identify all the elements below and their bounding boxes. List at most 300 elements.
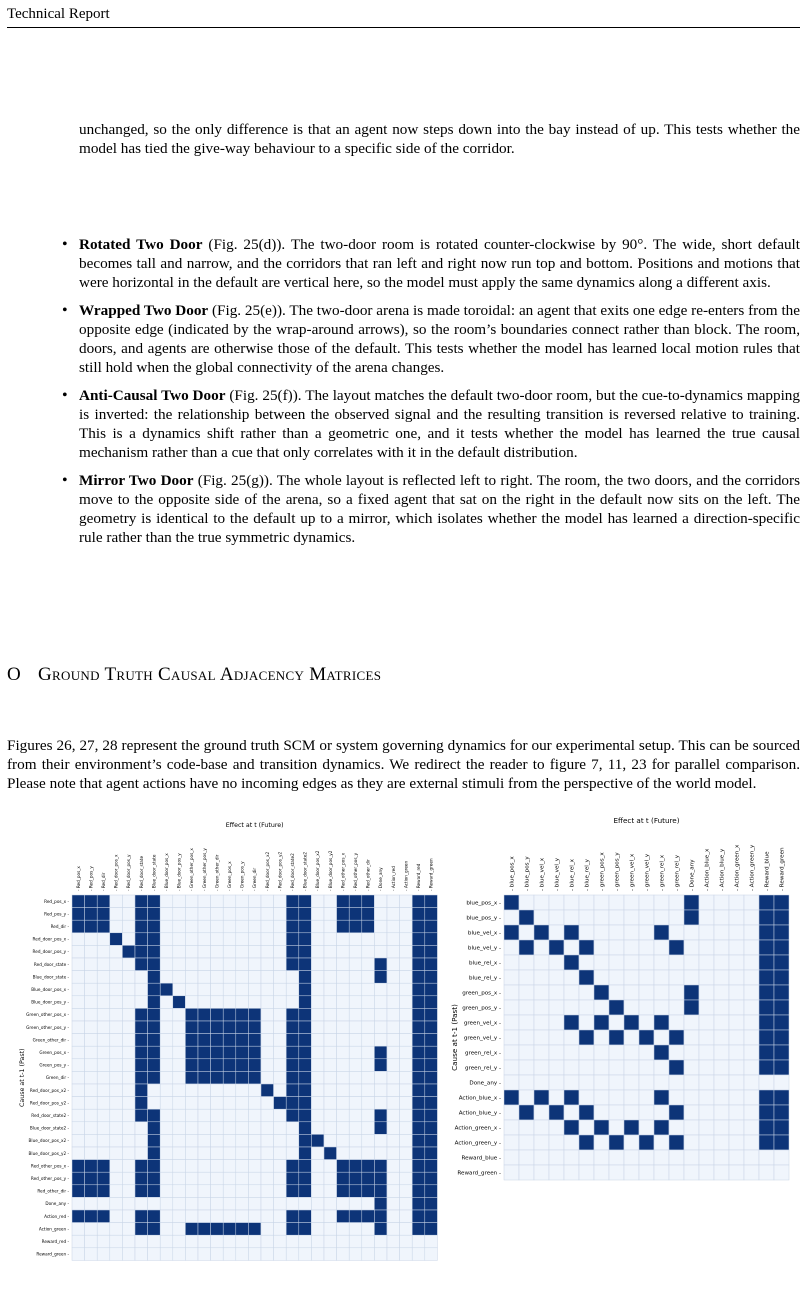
heatmap-cell [110,1034,123,1047]
heatmap-cell [223,1210,236,1223]
row-label: Blue_door_state2 - [29,1125,69,1131]
heatmap-cell [274,1059,287,1072]
heatmap-cell [97,1008,110,1021]
heatmap-cell [85,1160,98,1173]
heatmap-cell [504,1045,519,1060]
heatmap-cell [387,945,400,958]
heatmap-cell [173,1185,186,1198]
heatmap-cell [400,996,413,1009]
column-label: - Red_door_state2 [289,853,295,891]
heatmap-cell [714,1090,729,1105]
heatmap-cell [519,1045,534,1060]
heatmap-cell [774,1060,789,1075]
heatmap-cell [311,1147,324,1160]
heatmap-cell [160,971,173,984]
heatmap-cell [374,1046,387,1059]
heatmap-cell [684,955,699,970]
heatmap-cell [85,908,98,921]
heatmap-cell [519,1120,534,1135]
heatmap-cell [579,940,594,955]
heatmap-cell [148,1059,161,1072]
heatmap-cell [654,1060,669,1075]
heatmap-cell [223,1235,236,1248]
heatmap-cell [97,958,110,971]
heatmap-cell [534,985,549,1000]
heatmap-cell [248,1210,261,1223]
heatmap-cell [148,1021,161,1034]
heatmap-cell [387,1084,400,1097]
heatmap-cell [425,933,438,946]
heatmap-cell [211,1223,224,1236]
heatmap-cell [639,970,654,985]
heatmap-cell [374,1172,387,1185]
heatmap-cell [594,1135,609,1150]
heatmap-cell [261,1109,274,1122]
heatmap-cell [72,1071,85,1084]
heatmap-cell [349,1210,362,1223]
heatmap-cell [362,1109,375,1122]
heatmap-cell [654,895,669,910]
heatmap-cell [97,1084,110,1097]
row-label: green_vel_x - [463,1020,501,1027]
heatmap-cell [198,958,211,971]
heatmap-cell [211,1059,224,1072]
heatmap-cell [311,920,324,933]
heatmap-cells [504,895,789,1180]
heatmap-cell [286,1134,299,1147]
heatmap-cell [609,1000,624,1015]
heatmap-cell [412,1172,425,1185]
heatmap-cell [654,1135,669,1150]
heatmap-cell [122,933,135,946]
heatmap-cell [261,945,274,958]
heatmap-cell [639,910,654,925]
heatmap-cell [248,1109,261,1122]
heatmap-cell [122,1197,135,1210]
heatmap-cell [654,1120,669,1135]
heatmap-cell [387,1008,400,1021]
heatmap-cell [759,1030,774,1045]
heatmap-cell [72,1008,85,1021]
heatmap-cell [110,920,123,933]
heatmap-cell [236,1034,249,1047]
heatmap-cell [261,1185,274,1198]
heatmap-cell [374,920,387,933]
heatmap-cell [223,1071,236,1084]
heatmap-cell [110,1197,123,1210]
heatmap-cell [549,910,564,925]
heatmap-cell [387,1172,400,1185]
heatmap-cell [714,1000,729,1015]
heatmap-cell [774,1150,789,1165]
heatmap-cell [400,895,413,908]
heatmap-cell [729,925,744,940]
adjacency-matrix-figure-right [448,815,788,1175]
heatmap-cell [609,1165,624,1180]
heatmap-cell [122,996,135,1009]
heatmap-cell [349,933,362,946]
row-label: green_pos_y - [462,1005,501,1012]
heatmap-cell [211,1021,224,1034]
heatmap-cell [72,933,85,946]
heatmap-cell [122,1008,135,1021]
heatmap-cell [337,1046,350,1059]
heatmap-cell [160,996,173,1009]
heatmap-cell [349,1197,362,1210]
heatmap-cell [286,996,299,1009]
heatmap-cell [564,1120,579,1135]
heatmap-cell [198,1008,211,1021]
heatmap-cell [579,1045,594,1060]
heatmap-cell [519,1135,534,1150]
heatmap-cell [160,920,173,933]
heatmap-cell [699,1135,714,1150]
heatmap-cell [699,910,714,925]
heatmap-cell [699,955,714,970]
heatmap-cell [400,1197,413,1210]
heatmap-cell [299,1235,312,1248]
heatmap-cell [519,970,534,985]
heatmap-cell [594,1105,609,1120]
heatmap-cell [684,895,699,910]
heatmap-cell [504,1015,519,1030]
heatmap-cell [684,925,699,940]
heatmap-cell [286,1084,299,1097]
heatmap-cell [160,1071,173,1084]
heatmap-cell [400,1109,413,1122]
heatmap-cell [160,1097,173,1110]
heatmap-cell [349,1134,362,1147]
heatmap-cell [324,1071,337,1084]
heatmap-cell [274,1122,287,1135]
heatmap-cell [337,1223,350,1236]
row-label: Red_door_pos_x2 - [29,1087,69,1093]
heatmap-cell [223,945,236,958]
row-label: Blue_door_pos_y2 - [28,1150,69,1156]
heatmap-cell [135,1059,148,1072]
heatmap-cell [211,1210,224,1223]
heatmap-cell [148,1084,161,1097]
heatmap-cell [148,1210,161,1223]
heatmap-cell [135,945,148,958]
row-label: Action_green - [38,1226,69,1232]
heatmap-cell [223,1160,236,1173]
heatmap-cell [236,1071,249,1084]
row-label: Green_dir - [45,1075,69,1081]
heatmap-cell [85,1248,98,1261]
heatmap-cell [400,1097,413,1110]
heatmap-cell [148,1223,161,1236]
heatmap-cell [699,1090,714,1105]
heatmap-cell [425,1034,438,1047]
heatmap-cell [534,1060,549,1075]
row-label: Blue_door_state - [32,974,69,980]
heatmap-cell [387,1197,400,1210]
heatmap-cell [122,1248,135,1261]
heatmap-cell [173,1223,186,1236]
heatmap-cell [374,958,387,971]
heatmap-cell [349,1223,362,1236]
heatmap-cell [337,1147,350,1160]
column-label: - Action_blue_x [704,848,711,891]
heatmap-cell [122,1134,135,1147]
heatmap-cell [185,996,198,1009]
heatmap-cell [400,1147,413,1160]
heatmap-cell [97,1248,110,1261]
heatmap-cell [349,1034,362,1047]
heatmap-cell [286,1034,299,1047]
heatmap-cell [654,955,669,970]
heatmap-cell [261,920,274,933]
heatmap-cell [400,1034,413,1047]
heatmap-cell [299,1008,312,1021]
heatmap-cell [122,1084,135,1097]
heatmap-cell [198,983,211,996]
heatmap-cell [624,1090,639,1105]
heatmap-cell [97,1134,110,1147]
heatmap-cell [684,1090,699,1105]
heatmap-cell [624,1000,639,1015]
heatmap-cell [135,1248,148,1261]
heatmap-cell [337,945,350,958]
running-header: Technical Report [7,6,110,22]
heatmap-cell [412,1046,425,1059]
bullet-title: Rotated Two Door [79,236,203,253]
heatmap-cell [699,925,714,940]
heatmap-cell [299,1122,312,1135]
heatmap-cell [774,895,789,910]
column-label: - Action_green_x [734,844,741,891]
heatmap-cell [148,1197,161,1210]
heatmap-cell [714,1015,729,1030]
heatmap-cell [362,1021,375,1034]
heatmap-cell [261,1046,274,1059]
heatmap-cell [299,1223,312,1236]
heatmap-cell [198,920,211,933]
heatmap-cell [400,1059,413,1072]
heatmap-cell [211,983,224,996]
heatmap-cell [135,1008,148,1021]
heatmap-cell [324,1109,337,1122]
heatmap-cell [173,1046,186,1059]
heatmap-cell [299,1084,312,1097]
heatmap-cell [684,910,699,925]
heatmap-cell [519,1150,534,1165]
heatmap-cell [549,970,564,985]
heatmap-cell [135,1185,148,1198]
heatmap-cell [85,983,98,996]
heatmap-cell [624,910,639,925]
heatmap-cell [744,910,759,925]
heatmap-cell [425,983,438,996]
heatmap-cell [774,1165,789,1180]
heatmap-cell [211,895,224,908]
heatmap-cell [274,1097,287,1110]
heatmap-cell [236,1122,249,1135]
heatmap-cell [519,1015,534,1030]
heatmap-cell [173,1071,186,1084]
heatmap-cell [412,1248,425,1261]
heatmap-cell [412,920,425,933]
heatmap-cell [135,996,148,1009]
heatmap-cell [85,1034,98,1047]
heatmap-cell [223,983,236,996]
heatmap-cell [425,1197,438,1210]
heatmap-cell [669,940,684,955]
heatmap-cell [594,955,609,970]
heatmap-cell [198,1109,211,1122]
heatmap-cell [198,1223,211,1236]
heatmap-cell [97,1210,110,1223]
heatmap-cell [714,1030,729,1045]
heatmap-cell [729,895,744,910]
continued-paragraph: unchanged, so the only difference is that an agent now steps down into the bay instead of up. This tests whether the model has tied the give-way behaviour to a specific side of the corridor. [79,121,800,157]
heatmap-cell [759,1000,774,1015]
heatmap-cell [729,1090,744,1105]
heatmap-cell [534,895,549,910]
heatmap-cell [160,1185,173,1198]
heatmap-cell [110,1122,123,1135]
heatmap-cell [549,1015,564,1030]
column-label: - Reward_green [779,847,786,891]
heatmap-cell [173,1134,186,1147]
heatmap-cell [211,1008,224,1021]
heatmap-cell [564,1105,579,1120]
heatmap-cell [311,996,324,1009]
heatmap-cell [324,1160,337,1173]
heatmap-cell [261,1210,274,1223]
heatmap-cell [337,1097,350,1110]
heatmap-cell [97,895,110,908]
heatmap-cell [135,908,148,921]
heatmap-cell [223,1197,236,1210]
heatmap-cell [504,940,519,955]
heatmap-cell [85,971,98,984]
heatmap-cell [504,1135,519,1150]
heatmap-cell [579,1030,594,1045]
heatmap-cell [349,958,362,971]
heatmap-cell [337,895,350,908]
heatmap-cell [412,1197,425,1210]
heatmap-cell [122,983,135,996]
heatmap-cell [387,895,400,908]
heatmap-cell [261,971,274,984]
heatmap-cell [311,958,324,971]
heatmap-cell [425,1147,438,1160]
heatmap-cell [274,958,287,971]
heatmap-cell [374,933,387,946]
heatmap-cell [349,1097,362,1110]
heatmap-cell [337,1160,350,1173]
heatmap-cell [374,1071,387,1084]
heatmap-cell [534,1150,549,1165]
heatmap-cell [110,1160,123,1173]
heatmap-cell [211,996,224,1009]
heatmap-cell [504,1090,519,1105]
heatmap-cell [72,1046,85,1059]
heatmap-cell [311,1185,324,1198]
heatmap-cell [639,940,654,955]
heatmap-cell [744,1060,759,1075]
heatmap-cell [211,1097,224,1110]
heatmap-cell [729,970,744,985]
heatmap-cell [97,971,110,984]
heatmap-cell [148,1147,161,1160]
heatmap-cell [72,945,85,958]
heatmap-cell [211,1147,224,1160]
heatmap-cell [519,1030,534,1045]
heatmap-cell [564,1045,579,1060]
heatmap-cell [248,1160,261,1173]
heatmap-cell [324,920,337,933]
heatmap-cell [349,1248,362,1261]
heatmap-cell [744,1135,759,1150]
heatmap-cell [412,1021,425,1034]
heatmap-cell [173,1084,186,1097]
heatmap-cell [594,985,609,1000]
heatmap-cell [714,970,729,985]
heatmap-cell [324,933,337,946]
heatmap-cell [349,920,362,933]
heatmap-cell [135,1210,148,1223]
heatmap-cell [337,1021,350,1034]
row-label: Red_door_pos_x - [32,936,69,942]
heatmap-cell [122,1172,135,1185]
heatmap-cell [122,1034,135,1047]
heatmap-cell [400,945,413,958]
heatmap-cell [624,895,639,910]
heatmap-cell [579,1120,594,1135]
heatmap-cell [211,1109,224,1122]
heatmap-cell [519,1075,534,1090]
heatmap-cell [594,1060,609,1075]
bullet-ref: (Fig. 25(d)). [202,236,291,253]
heatmap-cell [110,1059,123,1072]
heatmap-cell [85,945,98,958]
heatmap-cell [299,1210,312,1223]
heatmap-cell [684,985,699,1000]
heatmap-cell [699,1045,714,1060]
heatmap-cell [85,1223,98,1236]
heatmap-cell [261,908,274,921]
heatmap-cell [311,1122,324,1135]
heatmap-cell [148,1008,161,1021]
heatmap-cell [261,933,274,946]
bullet-ref: (Fig. 25(f)). [225,387,306,404]
heatmap-cell [337,1008,350,1021]
heatmap-cell [412,983,425,996]
heatmap-cell [160,1084,173,1097]
heatmap-cell [425,1008,438,1021]
heatmap-cell [299,933,312,946]
heatmap-cell [135,1147,148,1160]
heatmap-cell [72,1122,85,1135]
heatmap-cell [324,1172,337,1185]
heatmap-cell [624,1060,639,1075]
heatmap-cell [714,955,729,970]
heatmap-cell [85,996,98,1009]
heatmap-cell [110,996,123,1009]
heatmap-cell [729,1120,744,1135]
heatmap-cell [549,925,564,940]
heatmap-cell [337,1071,350,1084]
heatmap-cell [564,1030,579,1045]
column-label: - blue_vel_y [554,857,561,891]
column-label: - Done_any [378,867,384,891]
heatmap-cell [286,920,299,933]
heatmap-cell [654,1045,669,1060]
heatmap-cell [564,970,579,985]
